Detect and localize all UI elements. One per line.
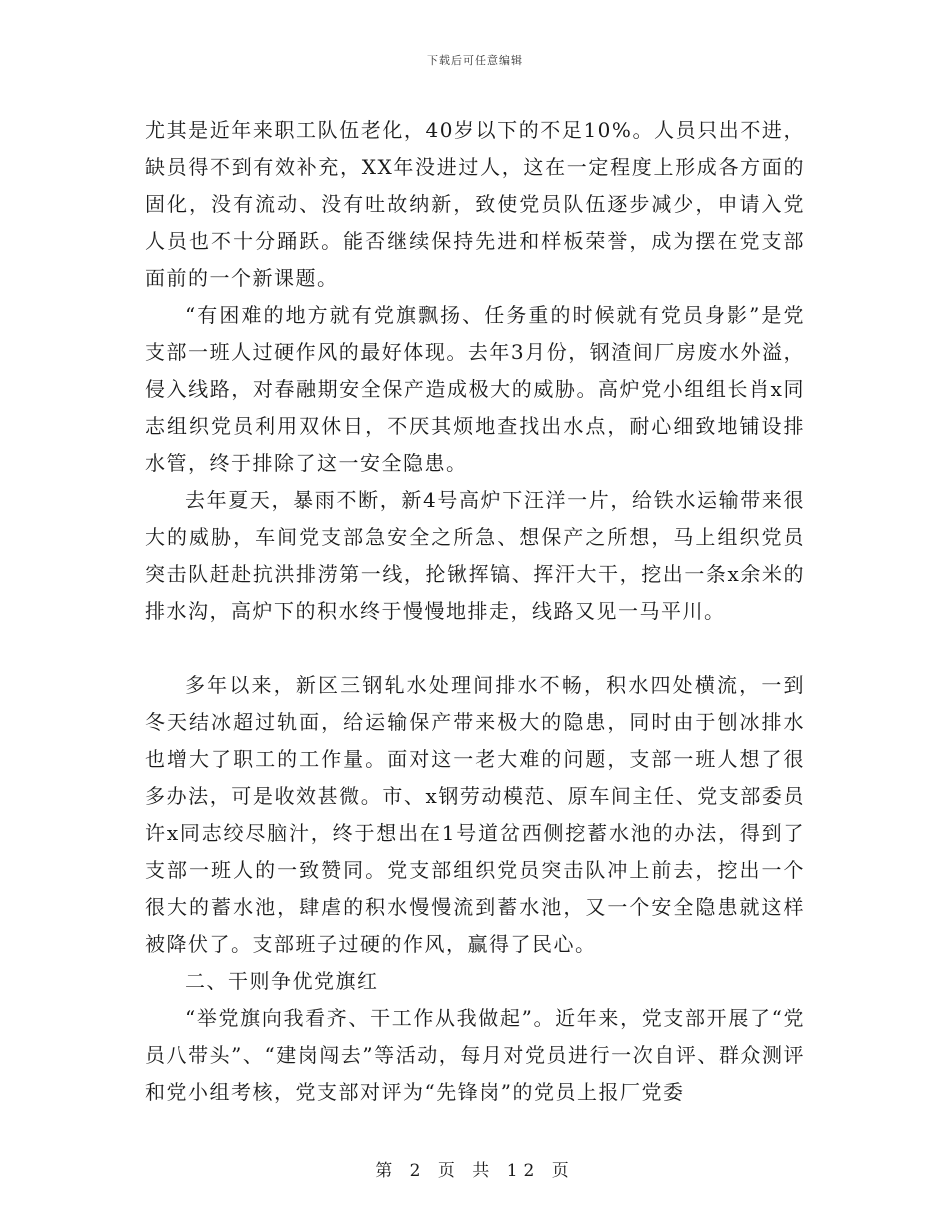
- page-number-footer: 第 2 页 共 12 页: [375, 1161, 575, 1181]
- paragraph-2: “有困难的地方就有党旗飘扬、任务重的时候就有党员身影”是党支部一班人过硬作风的最好体现。去年3月份，钢渣间厂房废水外溢，侵入线路，对春融期安全保产造成极大的威胁。高炉党小组组长肖x同志组织党员利用双休日，不厌其烦地查找出水点，耐心细致地铺设排水管，终于排除了这一安全隐患。: [145, 303, 805, 475]
- paragraph-4: 多年以来，新区三钢轧水处理间排水不畅，积水四处横流，一到冬天结冰超过轨面，给运输保产带来极大的隐患，同时由于刨冰排水也增大了职工的工作量。面对这一老大难的问题，支部一班人想了很多办法，可是收效甚微。市、x钢劳动模范、原车间主任、党支部委员许x同志绞尽脑汁，终于想出在1号道岔西侧挖蓄水池的办法，得到了支部一班人的一致赞同。党支部组织党员突击队冲上前去，挖出一个很大的蓄水池，肆虐的积水慢慢流到蓄水池，又一个安全隐患就这样被降伏了。支部班子过硬的作风，赢得了民心。: [145, 673, 805, 956]
- paragraph-3: 去年夏天，暴雨不断，新4号高炉下汪洋一片，给铁水运输带来很大的威胁，车间党支部急安全之所急、想保产之所想，马上组织党员突击队赶赴抗洪排涝第一线，抡锹挥镐、挥汗大干，挖出一条x余米的排水沟，高炉下的积水终于慢慢地排走，线路又见一马平川。: [145, 488, 805, 623]
- paragraph-spacer: [145, 630, 805, 667]
- page-header: 下载后可任意编辑: [427, 54, 523, 67]
- document-body: [145, 112, 805, 1111]
- paragraph-1: 尤其是近年来职工队伍老化，40岁以下的不足10%。人员只出不进，缺员得不到有效补充，XX年没进过人，这在一定程度上形成各方面的固化，没有流动、没有吐故纳新，致使党员队伍逐步减少，申请入党人员也不十分踊跃。能否继续保持先进和样板荣誉，成为摆在党支部面前的一个新课题。: [145, 118, 805, 290]
- paragraph-5: “举党旗向我看齐、干工作从我做起”。近年来，党支部开展了“党员八带头”、“建岗闯去”等活动，每月对党员进行一次自评、群众测评和党小组考核，党支部对评为“先锋岗”的党员上报厂党委: [145, 1006, 805, 1104]
- section-heading: 二、干则争优党旗红: [185, 969, 379, 993]
